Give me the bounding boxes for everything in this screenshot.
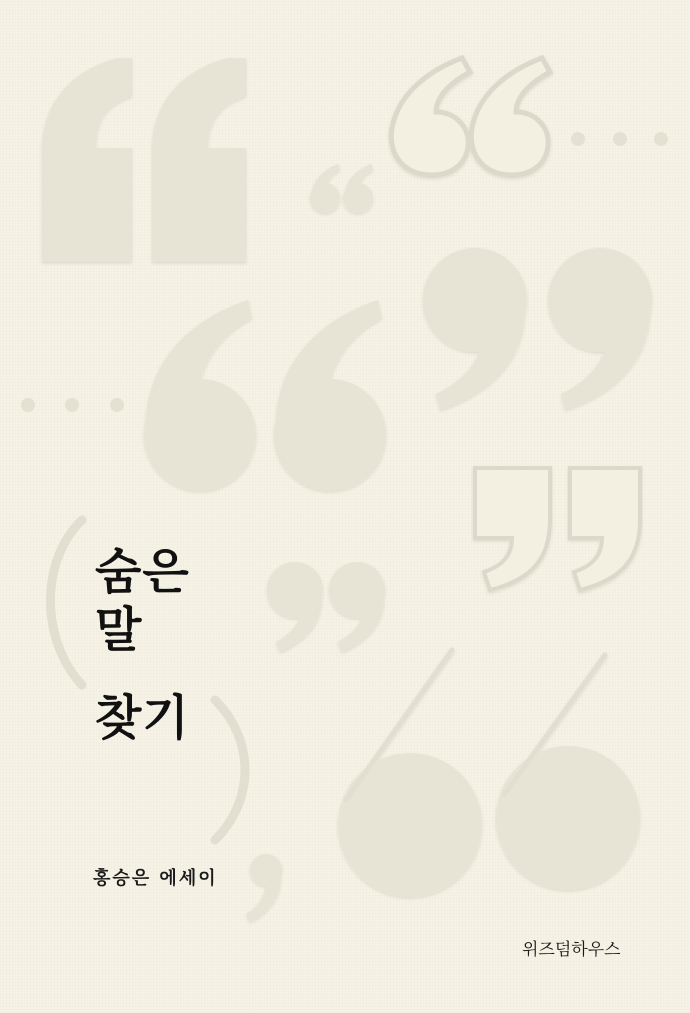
title-line-1: 숨은 xyxy=(95,544,190,600)
ellipsis-dots-left xyxy=(21,398,124,412)
title-line-3: 찾기 xyxy=(95,690,190,746)
comma-icon xyxy=(246,854,282,922)
blocky-open-quote-icon xyxy=(42,58,246,262)
outline-open-quote-icon xyxy=(391,58,550,175)
medium-close-quote-icon xyxy=(267,562,385,652)
large-open-quote-icon xyxy=(144,300,386,491)
small-open-quote-icon xyxy=(310,164,373,213)
ellipsis-dots-top xyxy=(571,132,668,146)
publisher-name: 위즈덤하우스 xyxy=(522,940,621,960)
parenthesis-close-icon xyxy=(215,700,245,840)
title-line-2: 말 xyxy=(95,602,143,658)
parenthesis-open-icon xyxy=(51,520,83,685)
huge-open-quote-icon xyxy=(338,650,640,897)
outline-blocky-close-quote-icon xyxy=(475,468,640,590)
large-close-quote-icon xyxy=(423,248,652,410)
author-line: 홍승은 에세이 xyxy=(93,868,218,889)
